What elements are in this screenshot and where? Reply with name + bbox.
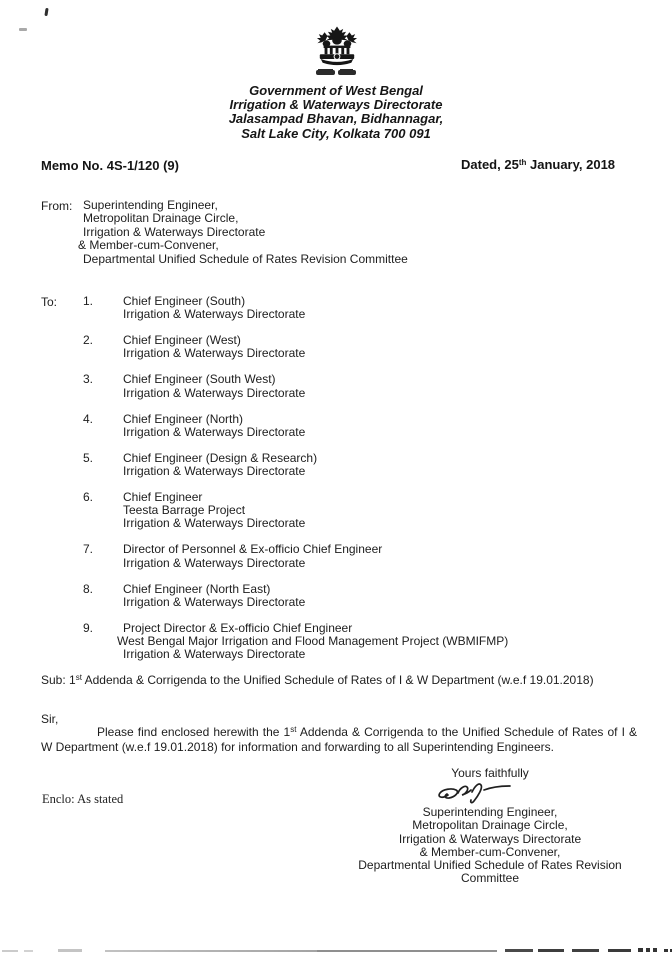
recipient-line: Chief Engineer (South) (123, 294, 246, 308)
memo-date-text: Dated, 25 (461, 157, 519, 172)
recipient-line: Irrigation & Waterways Directorate (123, 307, 306, 322)
body-paragraph (41, 726, 637, 755)
lion-capital-icon (308, 26, 366, 69)
signatory-line: Superintending Engineer, (422, 805, 558, 819)
memo-date-ordinal: th (518, 158, 527, 167)
recipient-line: Chief Engineer (South West) (123, 372, 276, 387)
recipient-line: Director of Personnel & Ex-officio Chief Engineer (123, 542, 383, 557)
recipient-number: 1. (83, 294, 94, 308)
recipient-line: Irrigation & Waterways Directorate (123, 424, 306, 439)
from-label: From: (41, 199, 73, 213)
paragraph-text: Please find enclosed herewith the 1 (97, 725, 291, 739)
recipient-item (83, 543, 508, 569)
letterhead (0, 84, 672, 141)
recipient-number: 9. (83, 620, 94, 635)
from-line: Superintending Engineer, (83, 198, 218, 212)
from-address (78, 198, 408, 266)
salutation: Sir, (41, 712, 59, 726)
valediction: Yours faithfully (451, 766, 529, 780)
to-label: To: (41, 295, 58, 309)
paragraph-ordinal: st (290, 725, 297, 734)
recipient-item (83, 295, 508, 321)
recipient-item (83, 373, 508, 399)
recipient-item (83, 334, 508, 360)
recipient-line: Irrigation & Waterways Directorate (123, 647, 306, 662)
emblem-motto (315, 69, 359, 77)
letterhead-line: Jalasampad Bhavan, Bidhannagar, (228, 111, 444, 127)
from-line: Irrigation & Waterways Directorate (83, 224, 266, 239)
recipient-line: Chief Engineer (Design & Research) (123, 450, 318, 465)
recipient-lines (123, 452, 317, 478)
letterhead-line: Salt Lake City, Kolkata 700 091 (241, 125, 431, 141)
recipient-lines (123, 413, 305, 439)
recipient-number: 4. (83, 411, 94, 426)
recipient-line: Chief Engineer (West) (123, 333, 241, 348)
from-line: & Member-cum-Convener, (78, 238, 219, 253)
recipient-number: 2. (83, 333, 94, 348)
recipient-lines (123, 295, 305, 321)
recipient-line: Project Director & Ex-officio Chief Engineer (123, 620, 353, 635)
letterhead-line: Government of West Bengal (249, 83, 423, 98)
recipient-line: Irrigation & Waterways Directorate (123, 464, 306, 479)
letterhead-line: Irrigation & Waterways Directorate (229, 97, 443, 113)
recipient-line: Chief Engineer (North East) (123, 581, 271, 596)
recipient-lines (117, 620, 509, 662)
signatory-line: Departmental Unified Schedule of Rates Revision Committee (358, 858, 622, 886)
signatory-line: Irrigation & Waterways Directorate (398, 831, 582, 846)
signature-icon (432, 780, 516, 804)
recipient-item (83, 413, 508, 439)
recipient-number: 5. (83, 450, 94, 465)
recipient-lines (123, 543, 382, 569)
paragraph-text: Addenda & Corrigenda to the Unified Schedule of Rates of I & W Department (w.e.f 19.01.2018) for information and forwarding to all Superintending Engineers. (41, 725, 637, 754)
signatory-line: Metropolitan Drainage Circle, (412, 818, 568, 833)
recipient-item (83, 583, 508, 609)
recipient-lines (123, 373, 305, 399)
recipient-line: Chief Engineer (123, 490, 203, 505)
scan-speck (19, 28, 27, 31)
from-line: Departmental Unified Schedule of Rates Revision Committee (83, 251, 408, 266)
recipient-line: West Bengal Major Irrigation and Flood Management Project (WBMIFMP) (117, 634, 509, 649)
recipient-lines (123, 491, 305, 531)
subject-ordinal: st (75, 673, 82, 682)
subject-text: Sub: 1 (41, 673, 76, 687)
recipient-line: Irrigation & Waterways Directorate (123, 516, 306, 531)
subject-text: Addenda & Corrigenda to the Unified Schedule of Rates of I & W Department (w.e.f 19.01.2018) (81, 673, 594, 687)
recipient-number: 8. (83, 581, 94, 596)
memo-date-text: January, 2018 (526, 157, 616, 172)
recipient-line: Irrigation & Waterways Directorate (123, 594, 306, 609)
signatory-line: & Member-cum-Convener, (419, 844, 561, 859)
signatory-block (330, 806, 650, 886)
recipient-line: Irrigation & Waterways Directorate (123, 385, 306, 400)
recipient-item (83, 622, 508, 662)
subject-line (41, 673, 641, 687)
memo-date (461, 157, 615, 172)
recipient-line: Irrigation & Waterways Directorate (123, 555, 306, 570)
recipient-lines (123, 583, 305, 609)
recipient-number: 3. (83, 372, 94, 387)
recipient-item (83, 452, 508, 478)
national-emblem (306, 26, 368, 77)
recipient-line: Chief Engineer (North) (123, 411, 244, 426)
recipient-number: 7. (83, 542, 94, 557)
enclosure-note: Enclo: As stated (42, 792, 124, 806)
recipient-list (83, 295, 508, 674)
from-line: Metropolitan Drainage Circle, (83, 211, 239, 226)
recipient-line: Teesta Barrage Project (123, 503, 246, 518)
recipient-line: Irrigation & Waterways Directorate (123, 346, 306, 361)
recipient-number: 6. (83, 490, 94, 505)
recipient-item (83, 491, 508, 531)
recipient-lines (123, 334, 305, 360)
scan-speck (44, 8, 48, 16)
memo-number: Memo No. 4S-1/120 (9) (41, 158, 179, 173)
